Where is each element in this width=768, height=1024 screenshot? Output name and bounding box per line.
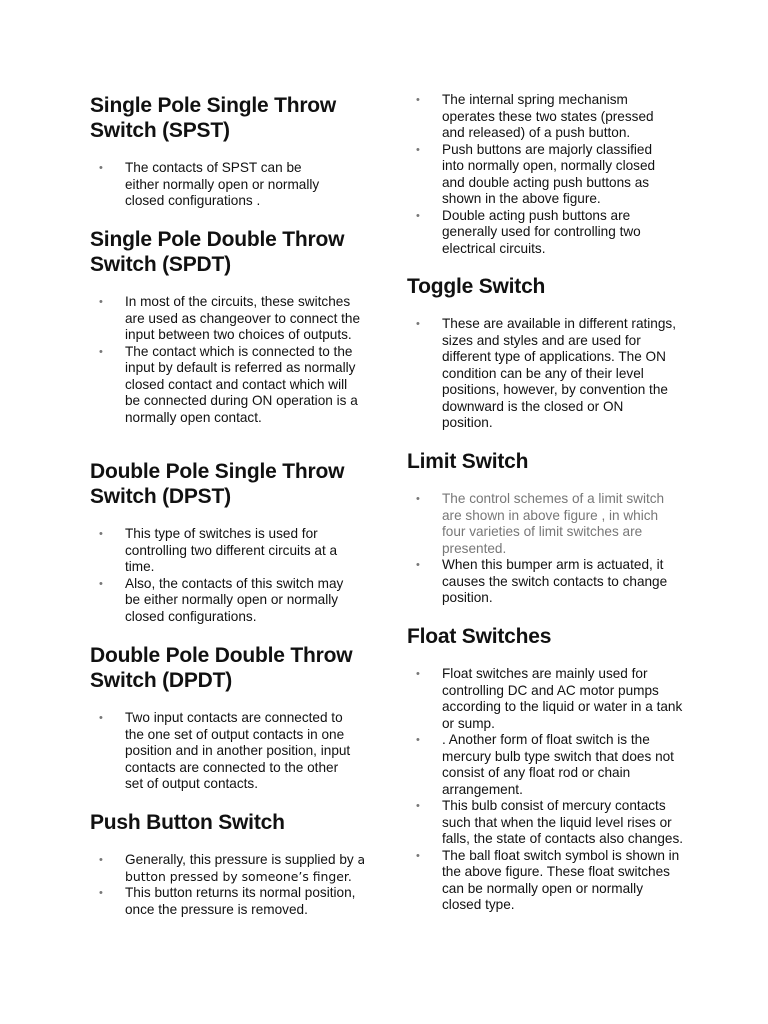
section-title-spst	[90, 93, 380, 143]
section-title-toggle	[407, 274, 697, 299]
title-line: Double Pole Single Throw	[90, 460, 345, 483]
list-item: • Push buttons are majorly classified into normally open, normally closed and double acting push buttons as shown in the above figure.	[407, 142, 667, 208]
section-spdt	[90, 227, 380, 426]
title-line: Switch (DPST)	[90, 485, 231, 508]
list-item: • This bulb consist of mercury contacts such that when the liquid level rises or falls, the state of contacts also changes.	[407, 798, 685, 848]
list-item: • The internal spring mechanism operates these two states (pressed and released) of a push button.	[407, 92, 667, 142]
section-title-dpst	[90, 459, 380, 509]
section-title-spdt	[90, 227, 380, 277]
list-item: • The contact which is connected to the input by default is referred as normally closed contact and contact which will be connected during ON operation is a normally open contact.	[90, 344, 362, 427]
section-toggle	[407, 274, 697, 432]
list-item: • In most of the circuits, these switches are used as changeover to connect the input between two choices of outputs.	[90, 294, 362, 344]
title-line: Switch (SPST)	[90, 119, 230, 142]
section-title-float	[407, 624, 697, 649]
bullet-list	[407, 491, 672, 607]
section-push-button	[90, 810, 380, 918]
list-item: • The ball float switch symbol is shown in the above figure. These float switches can be normally open or normally closed type.	[407, 848, 685, 914]
bullet-text-alt-font: a button pressed by someone’s finger.	[125, 852, 366, 884]
title-line: Switch (DPDT)	[90, 669, 233, 692]
title-line: Switch (SPDT)	[90, 253, 231, 276]
list-item: • This button returns its normal position, once the pressure is removed.	[90, 885, 370, 918]
section-push-button-continued	[407, 92, 697, 257]
section-dpdt	[90, 643, 380, 793]
list-item: • Float switches are mainly used for controlling DC and AC motor pumps according to the liquid or water in a tank or sump.	[407, 666, 685, 732]
list-item: • Also, the contacts of this switch may be either normally open or normally closed configurations.	[90, 576, 352, 626]
section-title-limit	[407, 449, 697, 474]
list-item: • . Another form of float switch is the mercury bulb type switch that does not consist of any float rod or chain arrangement.	[407, 732, 685, 798]
list-item: • Two input contacts are connected to the one set of output contacts in one position and in another position, input contacts are connected to the other set of output contacts.	[90, 710, 360, 793]
section-spst	[90, 93, 380, 210]
bullet-list	[407, 316, 677, 432]
section-dpst	[90, 459, 380, 625]
bullet-list	[407, 666, 685, 914]
title-line: Single Pole Double Throw	[90, 228, 345, 251]
bullet-text: Generally, this pressure is supplied by	[125, 852, 354, 867]
list-item: • When this bumper arm is actuated, it causes the switch contacts to change position.	[407, 557, 672, 607]
section-limit	[407, 449, 697, 607]
section-title-push-button	[90, 810, 380, 835]
bullet-list	[90, 710, 360, 793]
list-item: • Double acting push buttons are generally used for controlling two electrical circuits.	[407, 208, 667, 258]
bullet-list	[90, 294, 362, 426]
section-title-dpdt	[90, 643, 380, 693]
bullet-list	[90, 160, 330, 210]
title-line: Float Switches	[407, 625, 552, 648]
title-line: Push Button Switch	[90, 811, 285, 834]
title-line: Single Pole Single Throw	[90, 94, 337, 117]
title-line: Double Pole Double Throw	[90, 644, 353, 667]
section-float	[407, 624, 697, 914]
title-line: Toggle Switch	[407, 275, 546, 298]
list-item: • The control schemes of a limit switch are shown in above figure , in which four varieties of limit switches are presented.	[407, 491, 672, 557]
bullet-list	[407, 92, 667, 257]
bullet-list	[90, 526, 352, 625]
list-item: • The contacts of SPST can be either normally open or normally closed configurations .	[90, 160, 330, 210]
bullet-list	[90, 852, 370, 918]
title-line: Limit Switch	[407, 450, 529, 473]
list-item: • These are available in different ratings, sizes and styles and are used for different type of applications. The ON condition can be any of their level positions, however, by convention the downward is the closed or ON position.	[407, 316, 677, 432]
list-item: • This type of switches is used for controlling two different circuits at a time.	[90, 526, 352, 576]
list-item	[90, 852, 370, 885]
